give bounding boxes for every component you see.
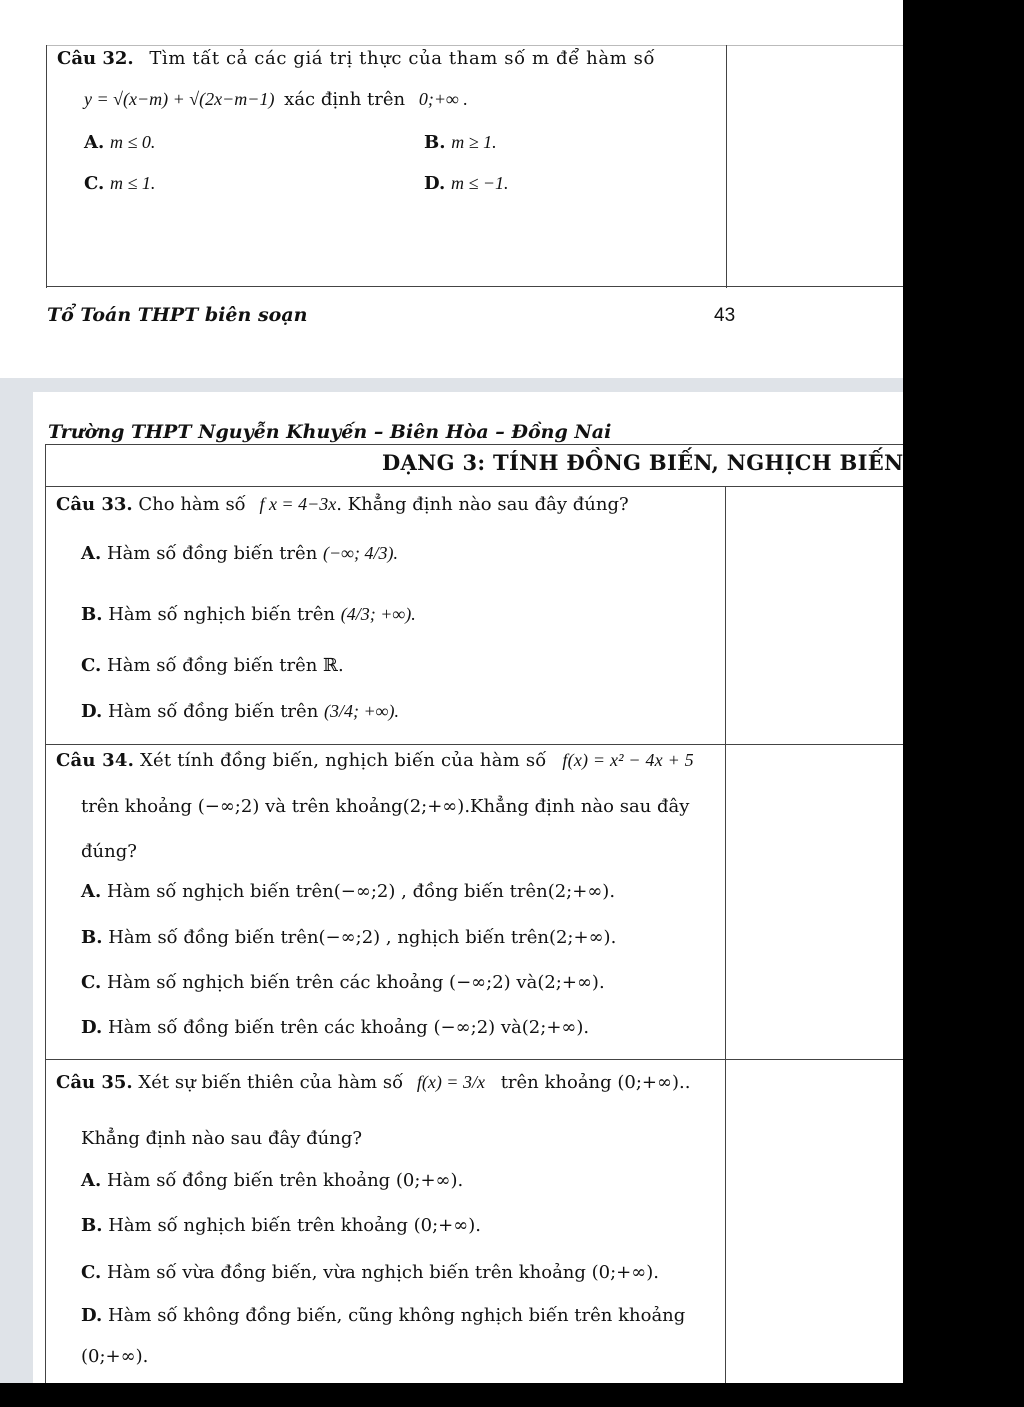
- page-number: 43: [714, 305, 736, 326]
- option-text: Hàm số không đồng biến, cũng không nghịch biến trên khoảng: [107, 1305, 686, 1326]
- option-text: Hàm số nghịch biến trên khoảng (0;+∞).: [108, 1215, 482, 1236]
- question-text-after: trên khoảng (0;+∞)..: [500, 1072, 691, 1093]
- option-text: Hàm số đồng biến trên: [106, 543, 318, 564]
- option-letter: D.: [81, 1017, 103, 1038]
- question-text: Xét sự biến thiên của hàm số: [138, 1072, 404, 1093]
- option-b[interactable]: [424, 132, 497, 153]
- question-35: [56, 1072, 690, 1093]
- question-32-formula-line: [84, 89, 468, 110]
- question-34-line3: đúng?: [81, 841, 137, 862]
- option-letter: B.: [81, 927, 103, 948]
- option-interval: (4/3; +∞).: [340, 604, 416, 624]
- option-d[interactable]: [81, 695, 399, 728]
- row-border: [45, 1059, 903, 1060]
- option-letter: C.: [81, 655, 102, 676]
- section-title: DẠNG 3: TÍNH ĐỒNG BIẾN, NGHỊCH BIẾN: [382, 450, 903, 475]
- option-text: Hàm số đồng biến trên khoảng (0;+∞).: [106, 1170, 464, 1191]
- option-d[interactable]: [424, 173, 509, 194]
- option-d-continuation: (0;+∞).: [81, 1346, 149, 1367]
- option-interval: (−∞; 4/3).: [323, 543, 398, 563]
- option-letter: C.: [81, 1262, 102, 1283]
- option-letter: D.: [81, 701, 103, 722]
- option-letter: A.: [81, 1170, 102, 1191]
- question-text: Xét tính đồng biến, nghịch biến của hàm số: [139, 750, 547, 771]
- option-letter: A.: [84, 132, 105, 153]
- option-b[interactable]: [81, 1215, 481, 1236]
- domain-text: xác định trên: [284, 89, 406, 110]
- option-letter: C.: [81, 972, 102, 993]
- option-b[interactable]: [81, 927, 616, 948]
- option-a[interactable]: [81, 537, 398, 570]
- formula: y = √(x−m) + √(2x−m−1): [84, 89, 275, 109]
- section-row-border: [45, 486, 903, 487]
- question-34-line2: trên khoảng (−∞;2) và trên khoảng(2;+∞).Khẳng định nào sau đây: [81, 796, 690, 817]
- option-text: Hàm số đồng biến trên(−∞;2) , nghịch biến trên(2;+∞).: [108, 927, 617, 948]
- table-top-border: [46, 45, 903, 46]
- option-text: Hàm số đồng biến trên ℝ.: [107, 655, 344, 676]
- option-c[interactable]: [81, 972, 605, 993]
- question-34: [56, 750, 716, 771]
- question-33: [56, 494, 629, 515]
- table-mid-border: [725, 486, 726, 1383]
- question-text: Tìm tất cả các giá trị thực của tham số m để hàm số: [149, 48, 656, 69]
- option-letter: A.: [81, 881, 102, 902]
- question-label: Câu 34.: [56, 750, 135, 771]
- option-d[interactable]: [81, 1017, 589, 1038]
- option-c[interactable]: [81, 1262, 659, 1283]
- option-text: m ≤ 0.: [109, 132, 156, 152]
- table-top-border: [45, 444, 903, 445]
- page-header: Trường THPT Nguyễn Khuyến – Biên Hòa – Đồng Nai: [48, 421, 612, 443]
- question-label: Câu 35.: [56, 1072, 133, 1093]
- table-left-border: [45, 444, 46, 1383]
- page-44: [33, 392, 903, 1383]
- formula: f(x) = 3/x: [416, 1072, 485, 1092]
- option-text: Hàm số nghịch biến trên các khoảng (−∞;2) và(2;+∞).: [107, 972, 605, 993]
- option-c[interactable]: [81, 655, 344, 676]
- option-interval: (3/4; +∞).: [324, 701, 399, 721]
- option-text: m ≥ 1.: [451, 132, 497, 152]
- question-label: Câu 33.: [56, 494, 133, 515]
- option-text: Hàm số nghịch biến trên: [108, 604, 336, 625]
- option-letter: B.: [81, 604, 103, 625]
- option-letter: B.: [81, 1215, 103, 1236]
- option-a[interactable]: [81, 881, 615, 902]
- formula: f(x) = x² − 4x + 5: [562, 750, 694, 770]
- question-32: [57, 48, 655, 69]
- page-footer-author: Tổ Toán THPT biên soạn: [47, 304, 308, 326]
- table-bottom-border: [46, 286, 903, 287]
- option-text: Hàm số vừa đồng biến, vừa nghịch biến trên khoảng (0;+∞).: [107, 1262, 659, 1283]
- option-text: m ≤ −1.: [450, 173, 509, 193]
- option-c[interactable]: [84, 173, 155, 194]
- question-text: Cho hàm số: [138, 494, 246, 515]
- table-mid-border: [726, 45, 727, 288]
- option-a[interactable]: [84, 132, 155, 153]
- option-letter: B.: [424, 132, 446, 153]
- table-left-border: [46, 45, 47, 288]
- option-text: Hàm số nghịch biến trên(−∞;2) , đồng biến trên(2;+∞).: [106, 881, 616, 902]
- question-label: Câu 32.: [57, 48, 134, 69]
- option-letter: C.: [84, 173, 105, 194]
- domain-interval: 0;+∞ .: [418, 89, 468, 109]
- option-text: Hàm số đồng biến trên: [107, 701, 319, 722]
- option-text: m ≤ 1.: [110, 173, 156, 193]
- question-35-line2: Khẳng định nào sau đây đúng?: [81, 1128, 362, 1149]
- option-b[interactable]: [81, 598, 416, 631]
- option-a[interactable]: [81, 1170, 463, 1191]
- option-d[interactable]: [81, 1305, 685, 1326]
- option-letter: A.: [81, 543, 102, 564]
- row-border: [45, 744, 903, 745]
- page-43: [0, 0, 903, 378]
- option-letter: D.: [424, 173, 446, 194]
- option-letter: D.: [81, 1305, 103, 1326]
- question-text-after: . Khẳng định nào sau đây đúng?: [336, 494, 629, 515]
- option-text: Hàm số đồng biến trên các khoảng (−∞;2) và(2;+∞).: [107, 1017, 590, 1038]
- formula: f x = 4−3x: [259, 494, 337, 514]
